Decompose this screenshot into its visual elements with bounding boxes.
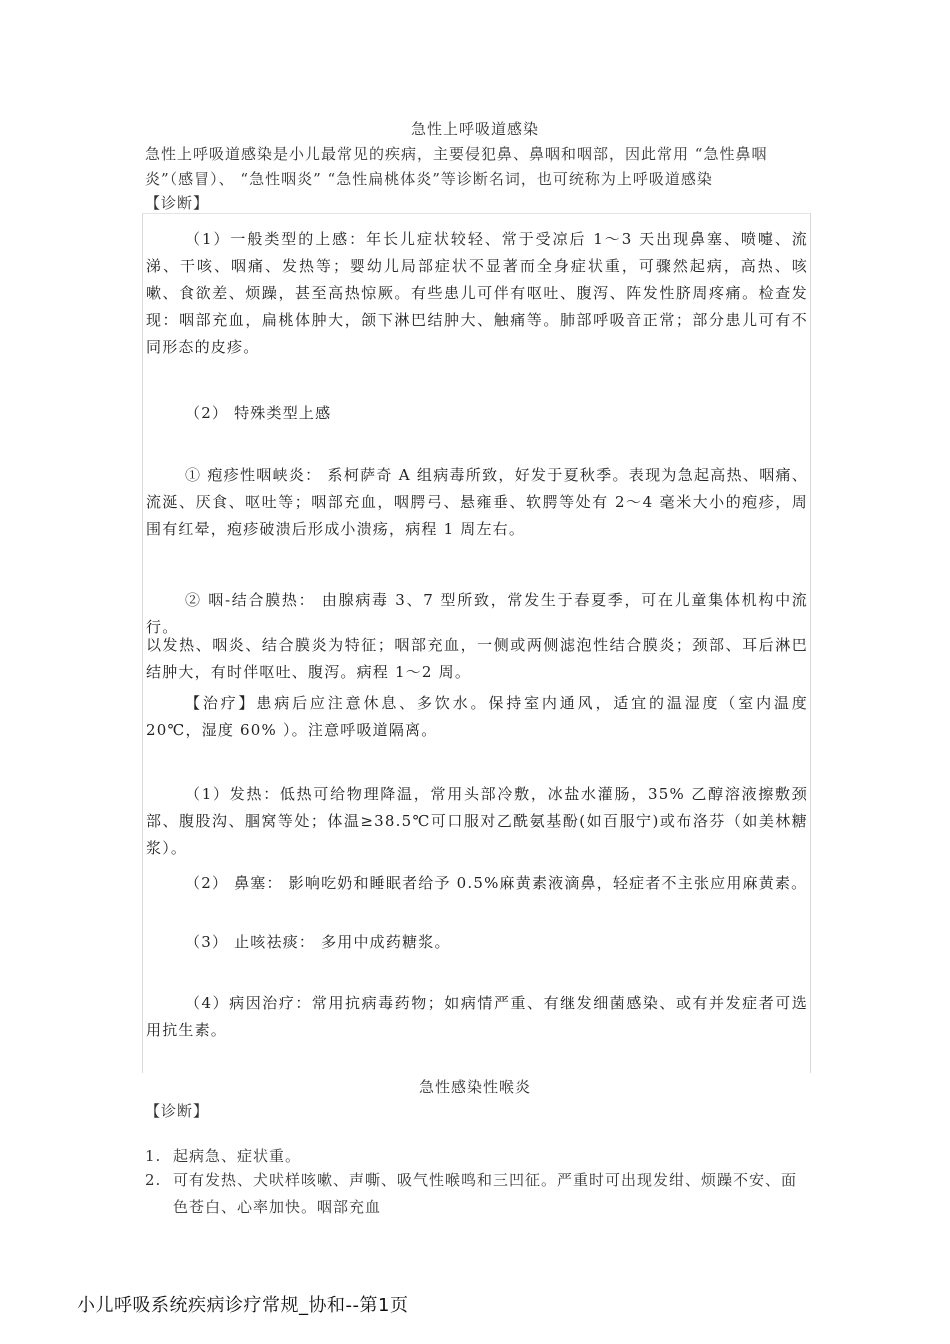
list-number: 1. — [145, 1147, 162, 1165]
paragraph-pharyngoconjunctival: ② 咽-结合膜热： 由腺病毒 3、7 型所致，常发生于春夏季，可在儿童集体机构中流行。 — [146, 591, 808, 636]
list-number: 2. — [145, 1171, 162, 1189]
list-text: 可有发热、犬吠样咳嗽、声嘶、吸气性喉鸣和三凹征。严重时可出现发绀、烦躁不安、面色苍白、心率加快。咽部充血 — [173, 1171, 798, 1216]
paragraph-general-type: （1）一般类型的上感：年长儿症状较轻、常于受凉后 1～3 天出现鼻塞、喷嚏、流涕、干咳、咽痛、发热等；婴幼儿局部症状不显著而全身症状重，可骤然起病，高热、咳嗽、食欲差、烦躁，甚至高热惊厥。有些患儿可伴有呕吐、腹泻、阵发性脐周疼痛。检查发现：咽部充血，扁桃体肿大，颌下淋巴结肿大、触痛等。肺部呼吸音正常；部分患儿可有不同形态的皮疹。 — [146, 230, 808, 356]
paragraph-fever: （1）发热：低热可给物理降温，常用头部冷敷，冰盐水灌肠，35% 乙醇溶液擦敷颈部、腹股沟、腘窝等处；体温≥38.5℃可口服对乙酰氨基酚(如百服宁)或布洛芬（如美林糖浆）。 — [146, 785, 808, 857]
paragraph-cough: （3） 止咳祛痰： 多用中成药糖浆。 — [185, 933, 451, 951]
paragraph-herpangina: ① 疱疹性咽峡炎： 系柯萨奇 A 组病毒所致，好发于夏秋季。表现为急起高热、咽痛、流涎、厌食、呕吐等；咽部充血，咽腭弓、悬雍垂、软腭等处有 2～4 毫米大小的疱疹，周围有红晕，疱疹破溃后形成小溃疡，病程 1 周左右。 — [146, 466, 808, 538]
intro-paragraph: 急性上呼吸道感染是小儿最常见的疾病，主要侵犯鼻、鼻咽和咽部，因此常用 “急性鼻咽炎”（感冒）、 “急性咽炎” “急性扁桃体炎”等诊断名词，也可统称为上呼吸道感染 — [145, 145, 768, 188]
diagnosis-label: 【诊断】 — [145, 194, 210, 212]
paragraph-treatment: 【治疗】患病后应注意休息、多饮水。保持室内通风，适宜的温湿度（室内温度 20℃，湿度 60% ）。注意呼吸道隔离。 — [146, 694, 808, 739]
list-item — [145, 1143, 810, 1170]
section2-diagnosis-label: 【诊断】 — [145, 1102, 210, 1120]
list-item — [145, 1167, 810, 1221]
section2-title: 急性感染性喉炎 — [418, 1078, 531, 1096]
paragraph-features: 以发热、咽炎、结合膜炎为特征；咽部充血，一侧或两侧滤泡性结合膜炎；颈部、耳后淋巴结肿大，有时伴呕吐、腹泻。病程 1～2 周。 — [146, 636, 808, 681]
paragraph-special-type: （2） 特殊类型上感 — [185, 404, 332, 422]
list-text: 起病急、症状重。 — [173, 1147, 302, 1165]
page-title: 急性上呼吸道感染 — [410, 120, 539, 138]
paragraph-nasal: （2） 鼻塞： 影响吃奶和睡眠者给予 0.5%麻黄素液滴鼻，轻症者不主张应用麻黄素。 — [185, 874, 808, 892]
page-footer: 小儿呼吸系统疾病诊疗常规_协和--第1页 — [77, 1295, 409, 1316]
paragraph-etiology: （4）病因治疗：常用抗病毒药物；如病情严重、有继发细菌感染、或有并发症者可选用抗生素。 — [146, 994, 808, 1039]
